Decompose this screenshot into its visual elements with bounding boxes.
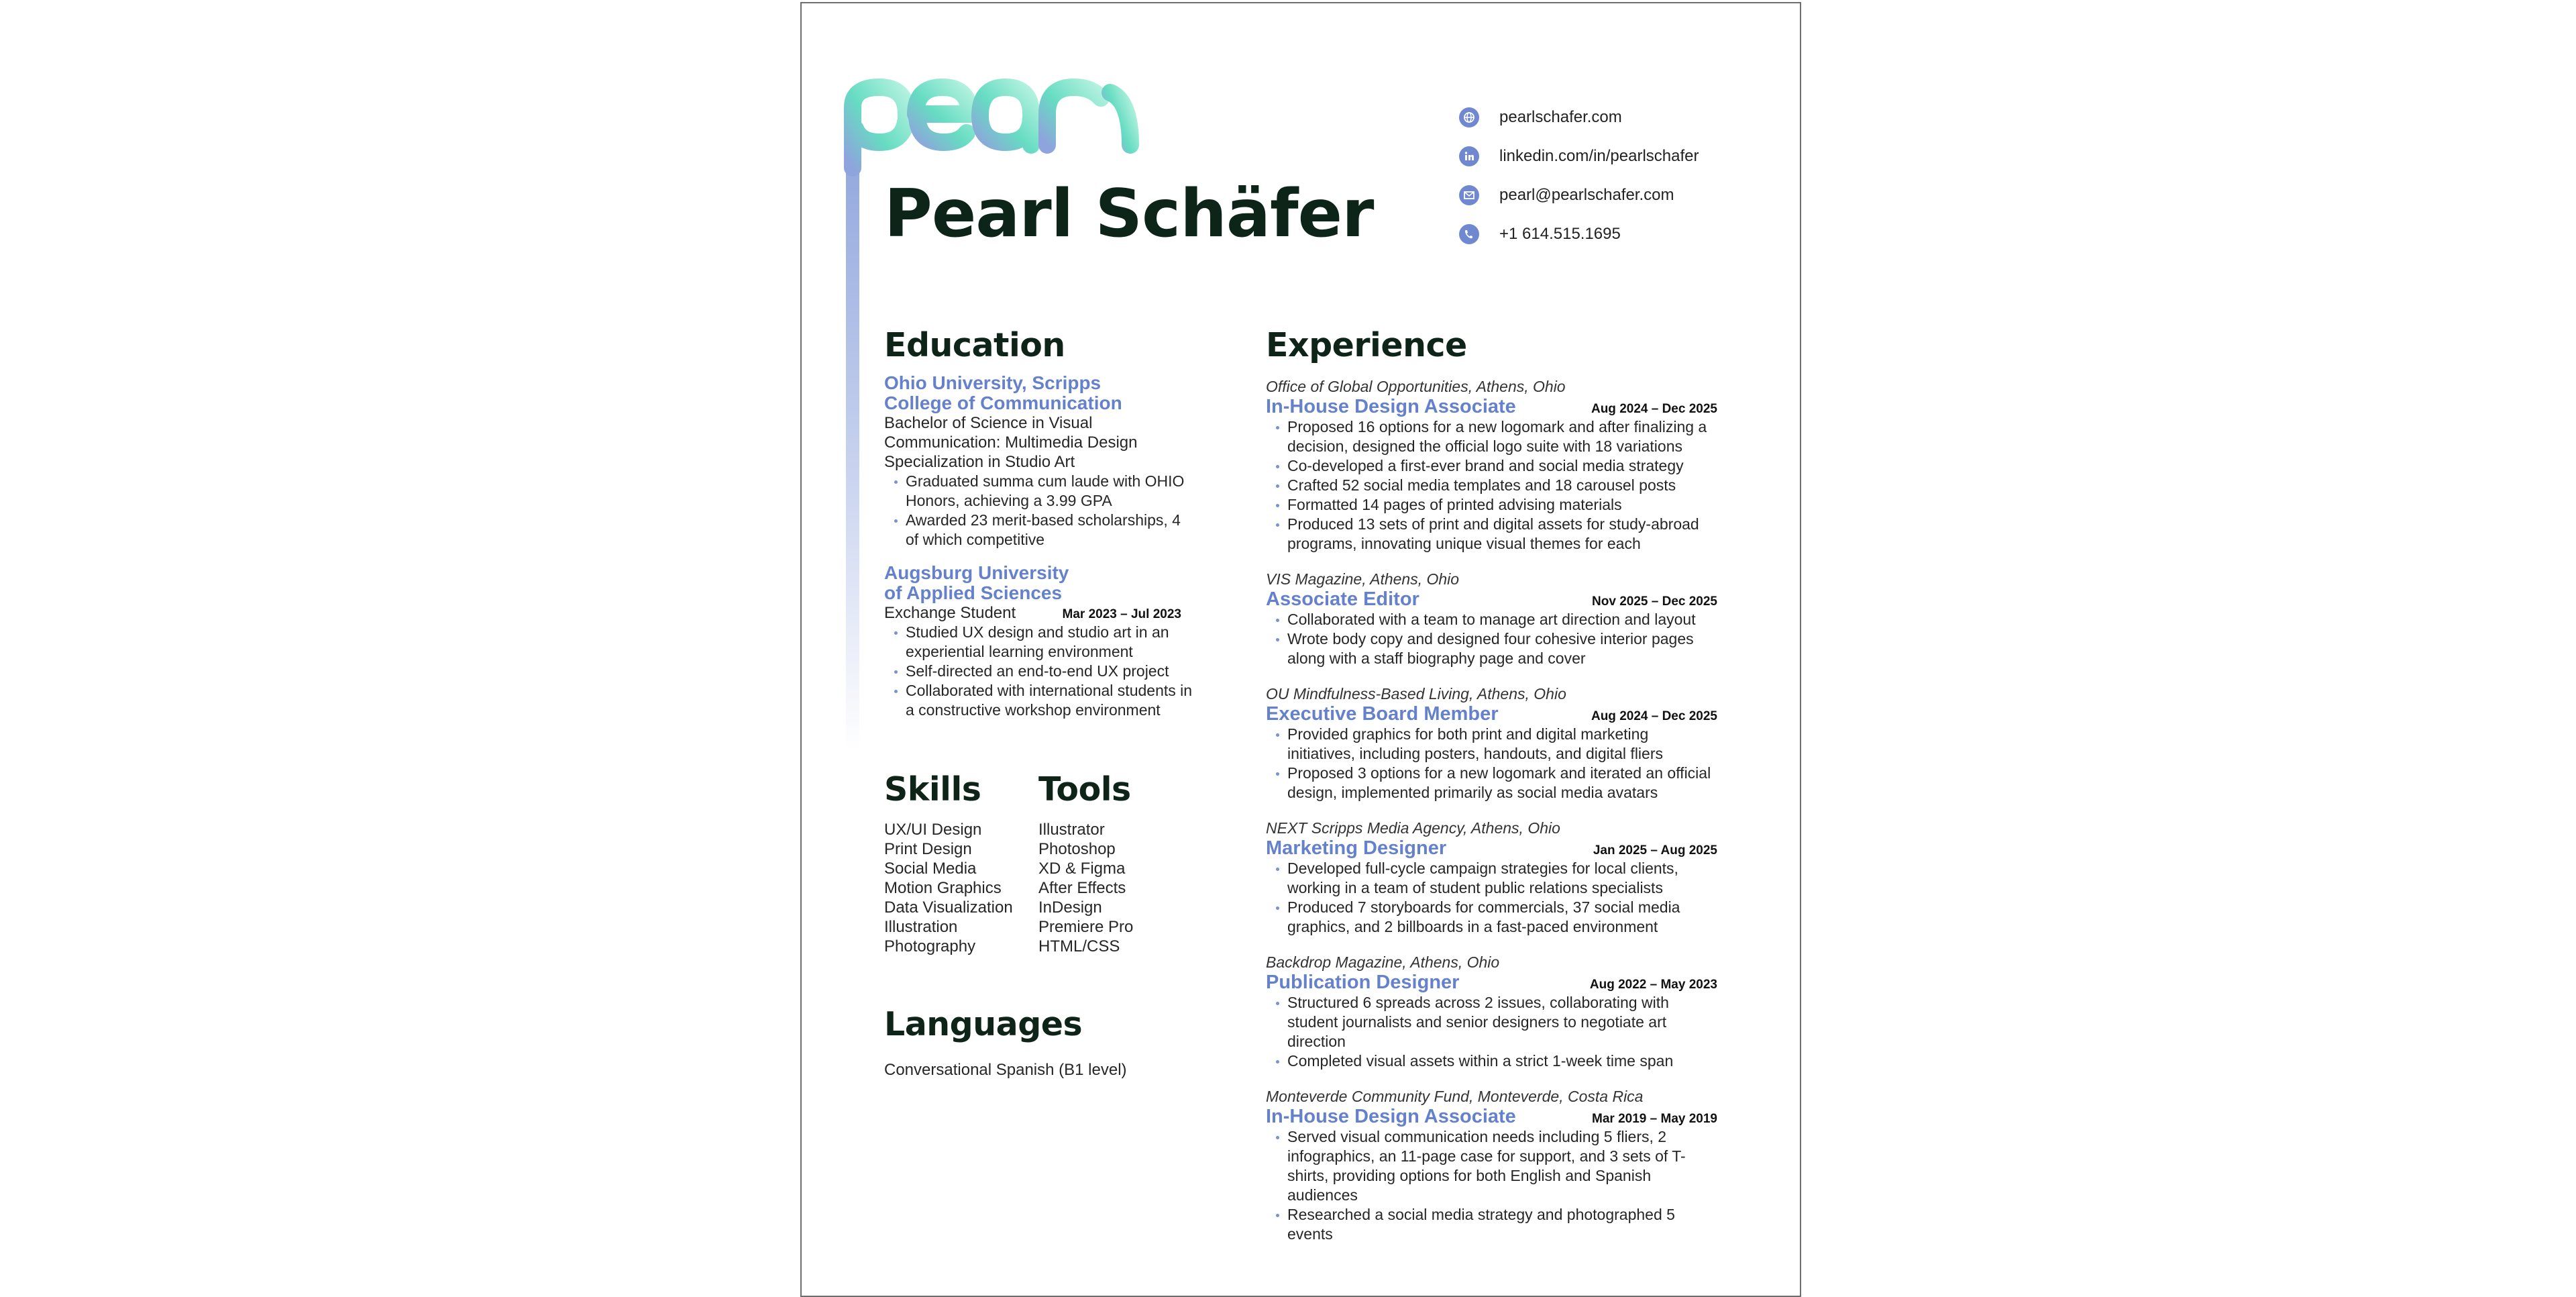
- job-title: Marketing Designer: [1266, 837, 1447, 859]
- list-item: Produced 13 sets of print and digital assets for study-abroad programs, innovating unique visual themes for each: [1287, 515, 1719, 554]
- duties-list: [1266, 417, 1719, 554]
- contact-text: pearl@pearlschafer.com: [1499, 186, 1674, 204]
- date-range: Aug 2022 – May 2023: [1589, 978, 1717, 992]
- list-item: Crafted 52 social media templates and 18 carousel posts: [1287, 476, 1719, 495]
- list-item: HTML/CSS: [1038, 937, 1120, 955]
- contact-text: +1 614.515.1695: [1499, 225, 1621, 243]
- job-title: Executive Board Member: [1266, 703, 1499, 725]
- role-text: Exchange Student: [884, 604, 1016, 622]
- list-item: Photoshop: [1038, 840, 1116, 858]
- list-item: Illustration: [884, 918, 958, 936]
- company-name: Monteverde Community Fund, Monteverde, Costa Rica: [1266, 1088, 1644, 1105]
- contact-website[interactable]: [1459, 98, 1699, 137]
- job-entry: [1266, 819, 1719, 937]
- education-section: [884, 373, 1193, 720]
- job-entry: [1266, 684, 1719, 802]
- list-item: Developed full-cycle campaign strategies for local clients, working in a team of student public relations specialists: [1287, 859, 1719, 898]
- list-item: Print Design: [884, 840, 972, 858]
- list-item: Structured 6 spreads across 2 issues, collaborating with student journalists and senior designers to negotiate art direction: [1287, 993, 1719, 1051]
- degree-text: Specialization in Studio Art: [884, 453, 1075, 471]
- list-item: Produced 7 storyboards for commercials, 37 social media graphics, and 2 billboards in a fast-paced environment: [1287, 898, 1719, 937]
- phone-icon: [1459, 224, 1479, 244]
- school-entry: [884, 563, 1193, 720]
- list-item: Data Visualization: [884, 898, 1013, 917]
- company-name: Backdrop Magazine, Athens, Ohio: [1266, 953, 1500, 971]
- list-item: Photography: [884, 937, 976, 955]
- date-range: Mar 2019 – May 2019: [1592, 1112, 1717, 1126]
- school-name: of Applied Sciences: [884, 582, 1063, 603]
- company-name: Office of Global Opportunities, Athens, Ohio: [1266, 378, 1566, 395]
- contact-info: [1459, 98, 1699, 254]
- languages-heading: Languages: [884, 1005, 1083, 1043]
- school-name: Ohio University, Scripps: [884, 372, 1102, 393]
- contact-text: linkedin.com/in/pearlschafer: [1499, 147, 1699, 165]
- list-item: After Effects: [1038, 879, 1126, 897]
- school-name: College of Communication: [884, 393, 1122, 413]
- language-text: Conversational Spanish (B1 level): [884, 1061, 1127, 1079]
- company-name: NEXT Scripps Media Agency, Athens, Ohio: [1266, 819, 1560, 837]
- list-item: Collaborated with international students in a constructive workshop environment: [906, 682, 1193, 719]
- list-item: Self-directed an end-to-end UX project: [906, 662, 1193, 681]
- contact-text: pearlschafer.com: [1499, 108, 1622, 126]
- list-item: Researched a social media strategy and photographed 5 events: [1287, 1205, 1719, 1244]
- skills-list: [884, 820, 1013, 956]
- job-entry: [1266, 1087, 1719, 1244]
- tools-list: [1038, 820, 1133, 956]
- decorative-gradient-bar: [846, 127, 859, 751]
- contact-email[interactable]: [1459, 176, 1699, 215]
- tools-heading: Tools: [1038, 770, 1131, 809]
- globe-icon: [1459, 107, 1479, 127]
- job-title: Publication Designer: [1266, 972, 1460, 993]
- date-range: Aug 2024 – Dec 2025: [1591, 402, 1717, 416]
- job-title: In-House Design Associate: [1266, 396, 1516, 417]
- duties-list: [1266, 1127, 1719, 1244]
- list-item: Studied UX design and studio art in an experiential learning environment: [906, 623, 1193, 662]
- duties-list: [1266, 993, 1719, 1071]
- list-item: Provided graphics for both print and digital marketing initiatives, including posters, handouts, and digital fliers: [1287, 725, 1719, 764]
- date-range: Aug 2024 – Dec 2025: [1591, 709, 1717, 723]
- degree-text: Communication: Multimedia Design: [884, 433, 1138, 452]
- list-item: UX/UI Design: [884, 821, 982, 839]
- job-entry: [1266, 953, 1719, 1071]
- date-range: Mar 2023 – Jul 2023: [1062, 607, 1181, 621]
- job-title: Associate Editor: [1266, 588, 1419, 610]
- skills-heading: Skills: [884, 770, 981, 809]
- list-item: Social Media: [884, 860, 977, 878]
- pearl-logo: [842, 13, 1177, 188]
- duties-list: [1266, 725, 1719, 802]
- school-name: Augsburg University: [884, 562, 1069, 583]
- education-heading: Education: [884, 326, 1065, 364]
- date-range: Nov 2025 – Dec 2025: [1592, 594, 1717, 609]
- list-item: InDesign: [1038, 898, 1102, 917]
- list-item: Motion Graphics: [884, 879, 1002, 897]
- list-item: Proposed 16 options for a new logomark and after finalizing a decision, designed the official logo suite with 18 variations: [1287, 417, 1719, 456]
- job-entry: [1266, 570, 1719, 668]
- list-item: Graduated summa cum laude with OHIO Honors, achieving a 3.99 GPA: [906, 472, 1193, 511]
- candidate-name: Pearl Schäfer: [884, 176, 1374, 252]
- list-item: Wrote body copy and designed four cohesive interior pages along with a staff biography page and cover: [1287, 629, 1719, 668]
- list-item: Co-developed a first-ever brand and social media strategy: [1287, 456, 1719, 476]
- company-name: OU Mindfulness-Based Living, Athens, Ohio: [1266, 685, 1566, 703]
- date-range: Jan 2025 – Aug 2025: [1593, 843, 1717, 858]
- linkedin-icon: [1459, 146, 1479, 166]
- job-entry: [1266, 377, 1719, 554]
- mail-icon: [1459, 185, 1479, 205]
- duties-list: [1266, 610, 1719, 668]
- list-item: Formatted 14 pages of printed advising materials: [1287, 495, 1719, 515]
- list-item: Proposed 3 options for a new logomark and iterated an official design, implemented primarily as social media avatars: [1287, 764, 1719, 802]
- contact-linkedin[interactable]: [1459, 137, 1699, 176]
- experience-heading: Experience: [1266, 326, 1467, 364]
- achievement-list: [884, 623, 1193, 720]
- list-item: Collaborated with a team to manage art direction and layout: [1287, 610, 1719, 629]
- list-item: Completed visual assets within a strict 1-week time span: [1287, 1051, 1719, 1071]
- list-item: Served visual communication needs including 5 fliers, 2 infographics, an 11-page case for support, and 3 sets of T-shirts, providing options for both English and Spanish audiences: [1287, 1127, 1719, 1205]
- achievement-list: [884, 472, 1193, 550]
- school-entry: [884, 373, 1193, 550]
- duties-list: [1266, 859, 1719, 937]
- role-row: [884, 603, 1181, 623]
- contact-phone[interactable]: [1459, 215, 1699, 254]
- list-item: Premiere Pro: [1038, 918, 1134, 936]
- list-item: Awarded 23 merit-based scholarships, 4 of which competitive: [906, 511, 1193, 550]
- experience-section: [1266, 377, 1719, 1260]
- degree-text: Bachelor of Science in Visual: [884, 414, 1093, 432]
- company-name: VIS Magazine, Athens, Ohio: [1266, 570, 1460, 588]
- list-item: Illustrator: [1038, 821, 1105, 839]
- job-title: In-House Design Associate: [1266, 1106, 1516, 1127]
- list-item: XD & Figma: [1038, 860, 1126, 878]
